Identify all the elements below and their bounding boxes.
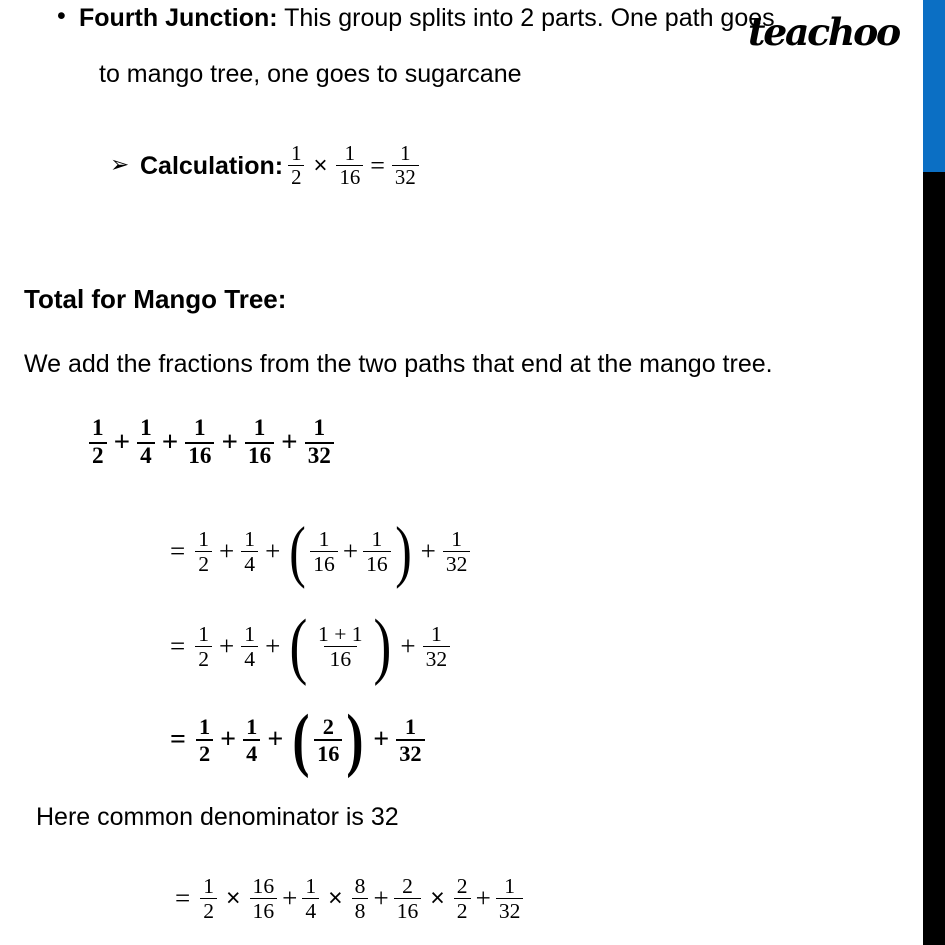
- fraction-term: $\frac{1}{32}$: [396, 715, 424, 765]
- fraction-term: $\frac{1}{4}$: [243, 715, 260, 765]
- fraction-term: $\frac{1}{2}$: [89, 417, 107, 469]
- fraction-term: $\frac{2}{2}$: [454, 875, 471, 922]
- fourth-junction-text: This group splits into 2 parts. One path goes: [277, 4, 775, 32]
- operator-plus: +: [373, 723, 390, 755]
- fraction-term: $\frac{1}{2}$: [195, 528, 212, 575]
- fourth-junction-line2: to mango tree, one goes to sugarcane: [99, 60, 522, 88]
- fraction-one-half: $\frac{1}{2}$: [288, 143, 304, 189]
- bullet-dot-icon: •: [57, 2, 66, 30]
- black-accent-bar: [923, 172, 945, 945]
- operator-plus: +: [267, 723, 284, 755]
- operator-plus: +: [282, 883, 298, 914]
- parenthesised-group: [286, 513, 414, 589]
- paren-close: ): [373, 605, 391, 687]
- operator-plus: +: [113, 426, 131, 459]
- fraction-term: $\frac{1}{16}$: [185, 417, 214, 469]
- fraction-term: $\frac{1}{4}$: [241, 623, 258, 670]
- operator-equals: =: [170, 536, 186, 567]
- equation-line-3: [170, 605, 451, 687]
- operator-times: ×: [430, 884, 445, 912]
- parenthesised-group: [289, 700, 367, 779]
- operator-plus: +: [373, 883, 389, 914]
- intro-line: We add the fractions from the two paths that end at the mango tree.: [24, 350, 773, 378]
- right-edge-decoration: [923, 0, 945, 945]
- paren-open: (: [292, 700, 310, 779]
- equation-line-2: [170, 513, 471, 589]
- paren-close: ): [394, 513, 412, 589]
- operator-equals: =: [370, 150, 385, 180]
- total-for-mango-tree-heading: Total for Mango Tree:: [24, 284, 287, 314]
- operator-plus: +: [265, 631, 281, 662]
- fraction-term: $\frac{8}{8}$: [352, 875, 369, 922]
- fraction-term: $\frac{1}{16}$: [245, 417, 274, 469]
- fraction-term: $\frac{1}{16}$: [363, 528, 391, 575]
- operator-plus: +: [161, 426, 179, 459]
- fraction-term: $\frac{1}{32}$: [305, 417, 334, 469]
- equation-line-1: [88, 417, 335, 469]
- operator-plus: +: [219, 631, 235, 662]
- fraction-term: $\frac{1}{16}$: [310, 528, 338, 575]
- common-denominator-note: Here common denominator is 32: [36, 803, 399, 831]
- operator-plus: +: [420, 536, 436, 567]
- operator-times: ×: [313, 151, 328, 179]
- operator-plus: +: [220, 723, 237, 755]
- operator-plus: +: [219, 536, 235, 567]
- operator-plus: +: [281, 426, 298, 459]
- operator-equals: =: [175, 883, 191, 914]
- fraction-term: $\frac{1}{4}$: [302, 875, 319, 922]
- fraction-term: $\frac{1}{2}$: [195, 623, 212, 670]
- fraction-term: $\frac{1}{32}$: [423, 623, 451, 670]
- operator-plus: +: [221, 426, 238, 459]
- operator-plus: +: [400, 631, 416, 662]
- calculation-row: [110, 143, 420, 189]
- paren-close: ): [346, 700, 364, 779]
- teachoo-watermark-logo: teachoo: [748, 10, 899, 54]
- fraction-one-thirtysecond: $\frac{1}{32}$: [392, 143, 419, 189]
- equation-line-4: [170, 700, 426, 779]
- operator-times: ×: [226, 884, 241, 912]
- fraction-term: $\frac{16}{16}$: [250, 875, 278, 922]
- operator-times: ×: [328, 884, 343, 912]
- operator-plus: +: [265, 536, 281, 567]
- paren-open: (: [289, 513, 307, 589]
- fraction-term: $\frac{1}{32}$: [443, 528, 471, 575]
- fraction-term: $\frac{1}{2}$: [196, 715, 213, 765]
- fraction-term: $\frac{1}{4}$: [241, 528, 258, 575]
- operator-plus: +: [475, 883, 491, 914]
- fraction-two-over-sixteen: $\frac{2}{16}$: [314, 715, 342, 765]
- fraction-one-sixteenth: $\frac{1}{16}$: [336, 143, 363, 189]
- paren-open: (: [289, 605, 308, 687]
- equation-line-5: [175, 875, 524, 922]
- arrow-bullet-icon: ➢: [110, 152, 130, 179]
- calculation-label: Calculation:: [140, 151, 284, 180]
- operator-equals: =: [170, 631, 186, 662]
- fourth-junction-line: [79, 4, 775, 33]
- blue-accent-bar: [923, 0, 945, 172]
- calculation-expression: [287, 143, 420, 189]
- fraction-sum-over-sixteen: $\frac{1 + 1}{16}$: [318, 621, 363, 672]
- operator-plus: +: [342, 536, 359, 567]
- fraction-term: $\frac{1}{2}$: [200, 875, 217, 922]
- parenthesised-group: [286, 605, 394, 687]
- fraction-term: $\frac{2}{16}$: [394, 875, 422, 922]
- operator-equals: =: [170, 723, 186, 755]
- bullet-fourth-junction: [57, 4, 775, 33]
- fraction-term: $\frac{1}{4}$: [137, 417, 155, 469]
- fraction-term: $\frac{1}{32}$: [496, 875, 524, 922]
- fourth-junction-label: Fourth Junction:: [79, 4, 278, 32]
